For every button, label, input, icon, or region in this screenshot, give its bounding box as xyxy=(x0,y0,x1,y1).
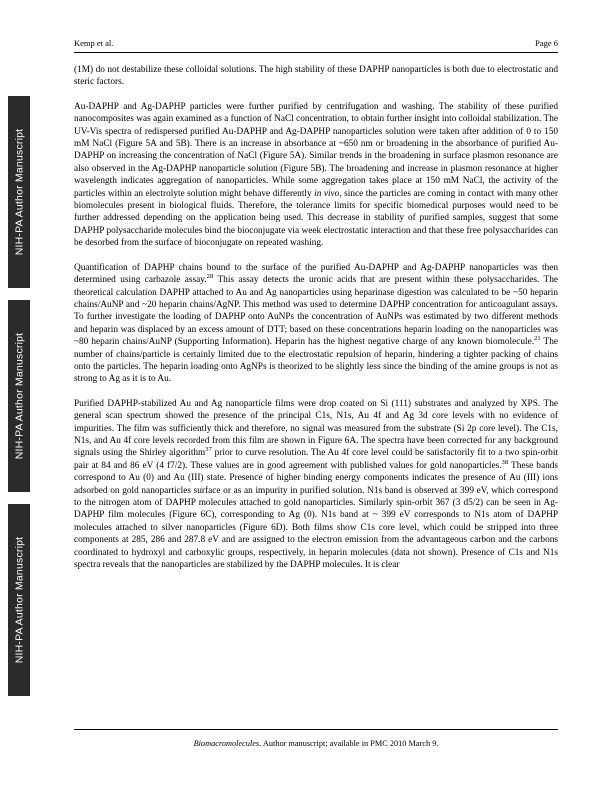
citation-ref-28: 28 xyxy=(206,273,214,280)
citation-ref-21: 21 xyxy=(534,335,541,343)
paragraph-1-text: (1M) do not destabilize these colloidal solutions. The high stability of these DAPHP nanoparticles is both due to electrostatic and steric factors. xyxy=(74,65,558,88)
paragraph-3-text-c: The number of chains/particle is certainly limited due to the electrostatic repulsion of heparin, hindering a tighter packing of chains onto the particles. The heparin loading onto AgNPs is theorized to be slightly less since the binding of the amine groups is not as strong to Ag as it is to Au. xyxy=(74,337,558,385)
article-body xyxy=(74,64,558,583)
paragraph-2-text-b: , since the particles are coming in contact with many other biomolecules present in biological fluids. Therefore, the tolerance limits for specific biomedical purposes would need to be further addressed depending on the application being used. This decrease in stability of purified samples, suggest that some DAPHP polysaccharide molecules bind the bioconjugate via week electrostatic interaction and that these free polysaccharides can be desorbed from the surface of bioconjugate on repeated washing. xyxy=(74,188,558,249)
paragraph-4-text-b: prior to curve resolution. The Au 4f core level could be satisfactorily fit to a two spin-orbit pair at 84 and 86 eV (4 f7/2). These values are in good agreement with published values for gold nanoparticles. xyxy=(74,448,559,471)
page-header xyxy=(74,38,558,48)
paragraph-2-text-a: Au-DAPHP and Ag-DAPHP particles were further purified by centrifugation and washing. The stability of these purified nanocomposites was again examined as a function of NaCl concentration, to obtain further insight into colloidal stabilization. The UV-Vis spectra of redispersed purified Au-DAPHP and Ag-DAPHP nanoparticles solution were taken after addition of 0 to 150 mM NaCl (Figure 5A and 5B). There is an increase in absorbance at ~650 nm or broadening in the absorbance of purified Au-DAPHP on increasing the concentration of NaCl (Figure 5A). Similar trends in the broadening in surface plasmon resonance are also observed in the Ag-DAPHP nanoparticle solution (Figure 5B). The broadening and increase in plasmon resonance at higher wavelength indicates aggregation of nanoparticles. While some aggregation takes place at 150 mM NaCl, the activity of the particles within an electrolyte solution might behave differently xyxy=(74,101,558,199)
paragraph-2 xyxy=(74,101,558,250)
watermark-bar-middle xyxy=(8,300,30,492)
watermark-label: NIH-PA Author Manuscript xyxy=(13,332,26,460)
paragraph-4 xyxy=(74,398,558,572)
footer-citation: . Author manuscript; available in PMC 2010 March 9. xyxy=(259,739,439,748)
watermark-label: NIH-PA Author Manuscript xyxy=(13,128,26,256)
paragraph-3 xyxy=(74,262,558,386)
page-footer xyxy=(74,739,558,748)
paragraph-2-italic: in vivo xyxy=(314,188,340,199)
citation-ref-38: 38 xyxy=(501,458,509,466)
footer-divider xyxy=(74,729,558,730)
paragraph-4-text-a: Purified DAPHP-stabilized Au and Ag nanoparticle films were drop coated on Si (111) substrates and analyzed by XPS. The general scan spectrum showed the presence of the principal C1s, N1s, Au 4f and Ag 3d core levels with no evidence of impurities. The film was sufficiently thick and therefore, no signal was measured from the substrate (Si 2p core level). The C1s, N1s, and Au 4f core levels recorded from this film are shown in Figure 6A. The spectra have been corrected for any background signals using the Shirley algorithm xyxy=(74,398,558,459)
header-author: Kemp et al. xyxy=(74,38,114,48)
watermark-label: NIH-PA Author Manuscript xyxy=(13,536,26,664)
paragraph-1 xyxy=(74,64,558,89)
header-page-number: Page 6 xyxy=(535,38,558,48)
header-divider xyxy=(74,52,558,53)
paragraph-3-text-a: Quantification of DAPHP chains bound to the surface of the purified Au-DAPHP and Ag-DAPHP nanoparticles was then determined using carbazole assay. xyxy=(74,262,558,286)
footer-journal-name: Biomacromolecules xyxy=(193,739,260,748)
watermark-bar-top xyxy=(8,96,30,288)
citation-ref-37: 37 xyxy=(205,446,212,454)
watermark-bar-bottom xyxy=(8,504,30,696)
paragraph-3-text-b: This assay detects the uronic acids that are present within these polysaccharides. The theoretical calculation DAPHP attached to Au and Ag nanoparticles using heparinase digestion was calculated to be ~50 heparin chains/AuNP and ~20 heparin chains/AgNP. This method was used to determine DAPHP concentration for anticoagulant assays. To further investigate the loading of DAPHP onto AuNPs the concentration of AuNPs was estimated by two different methods and heparin was displaced by an excess amount of DTT; based on these concentrations heparin loading on the nanoparticles was ~80 heparin chains/AuNP (Supporting Information). Heparin has the highest negative charge of any known biomolecule. xyxy=(74,275,559,348)
paragraph-4-text-c: These bands correspond to Au (0) and Au (III) state. Presence of higher binding energy components indicates the presence of Au (III) ions adsorbed on gold nanoparticles surface or as an impurity in purified solution. N1s band is observed at 399 eV, which correspond to the nitrogen atom of DAPHP molecules attached to gold nanoparticles. Similarly spin-orbit 367 (3 d5/2) can be seen in Ag-DAPHP film molecules (Figure 6C), corresponding to Ag (0). N1s band at ~ 399 eV corresponds to N1s atom of DAPHP molecules attached to silver nanoparticles (Figure 6D). Both films show C1s core level, which could be stripped into three components at 285, 286 and 287.8 eV and are assigned to the electron emission from the advantageous carbon and the carbons coordinated to hydroxyl and carboxylic groups, respectively, in heparin molecules (data not shown). Presence of C1s and N1s spectra reveals that the nanoparticles are stabilized by the DAPHP molecules. It is clear xyxy=(74,460,558,571)
